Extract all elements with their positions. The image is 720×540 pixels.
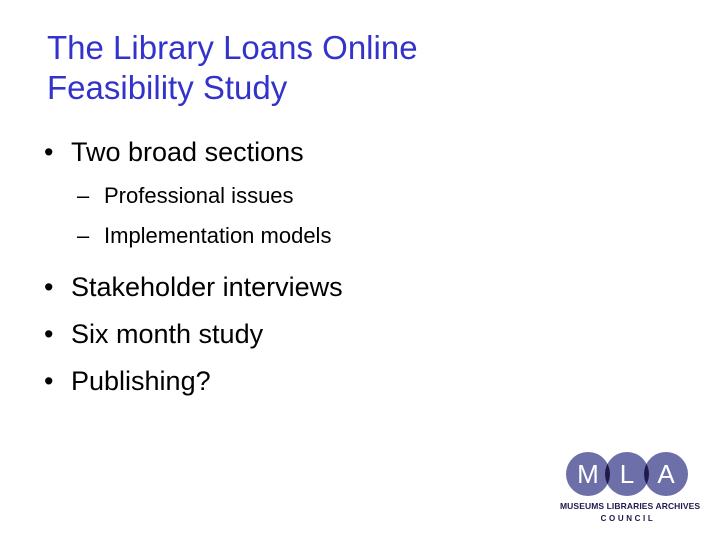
sub-bullet-marker: – bbox=[77, 223, 90, 248]
slide-title-line-2: Feasibility Study bbox=[47, 69, 288, 106]
sub-bullet-text: Implementation models bbox=[104, 223, 332, 248]
bullet-item bbox=[44, 360, 684, 402]
mla-logo bbox=[560, 449, 700, 529]
sub-bullet-marker: – bbox=[77, 183, 90, 208]
slide-title bbox=[47, 28, 667, 108]
logo-caption-line-1: MUSEUMS LIBRARIES ARCHIVES bbox=[560, 501, 701, 511]
logo-letter-l: L bbox=[619, 459, 635, 489]
bullet-text: Two broad sections bbox=[71, 137, 304, 167]
bullet-marker: • bbox=[44, 272, 54, 302]
bullet-marker: • bbox=[44, 137, 54, 167]
sub-bullet-item bbox=[44, 216, 684, 256]
sub-bullet-text: Professional issues bbox=[104, 183, 294, 208]
mla-logo-circles bbox=[560, 449, 696, 501]
bullet-item bbox=[44, 131, 684, 173]
bullet-marker: • bbox=[44, 366, 54, 396]
sub-bullet-item bbox=[44, 176, 684, 216]
bullet-marker: • bbox=[44, 319, 54, 349]
logo-letter-m: M bbox=[577, 459, 599, 489]
bullet-text: Publishing? bbox=[71, 366, 211, 396]
bullet-text: Stakeholder interviews bbox=[71, 272, 343, 302]
bullet-item bbox=[44, 313, 684, 355]
slide-title-line-1: The Library Loans Online bbox=[47, 29, 418, 66]
logo-letter-a: A bbox=[657, 459, 675, 489]
bullet-text: Six month study bbox=[71, 319, 264, 349]
bullet-list bbox=[44, 131, 684, 407]
sub-bullet-list bbox=[44, 176, 684, 256]
logo-caption-line-2: COUNCIL bbox=[600, 514, 656, 523]
bullet-item bbox=[44, 266, 684, 308]
